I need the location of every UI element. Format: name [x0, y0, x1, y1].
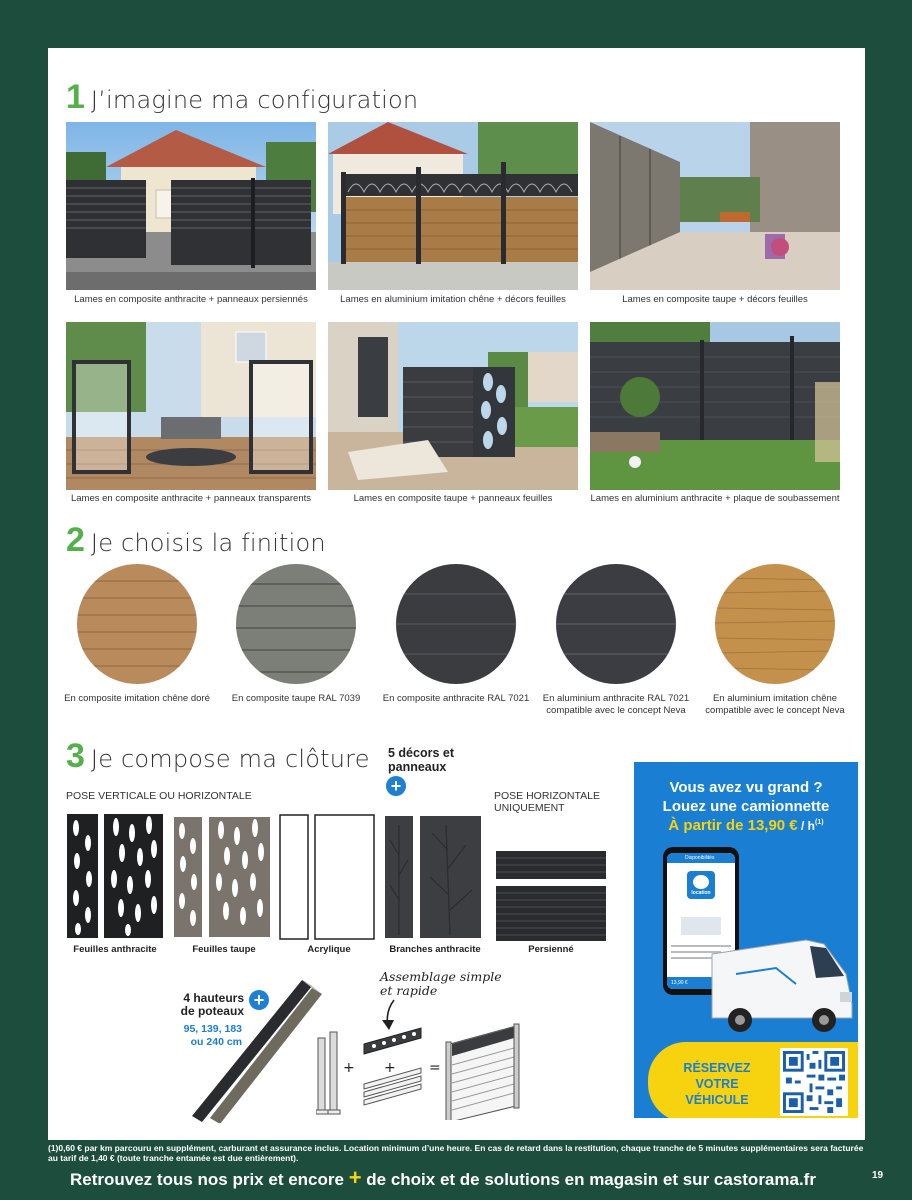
pose-horizontal-label: POSE HORIZONTALE UNIQUEMENT — [494, 790, 600, 814]
reserve-cta[interactable] — [648, 1042, 858, 1118]
photo-fence-6 — [590, 322, 840, 490]
photo-caption: Lames en aluminium anthracite + plaque de soubassement — [590, 493, 840, 504]
swatch-taupe — [236, 564, 356, 684]
van-rental-promo — [634, 762, 858, 1118]
product-label: Acrylique — [307, 944, 351, 955]
product-branches-anthracite — [384, 815, 482, 944]
product-persienne — [495, 850, 607, 947]
photo-fence-4 — [66, 322, 316, 490]
section-heading: J’imagine ma configuration — [90, 86, 419, 114]
van-thumbnail — [681, 917, 721, 935]
assembly-illustration — [316, 1010, 522, 1125]
promo-line-1: Vous avez vu grand ? — [669, 779, 823, 796]
plus-icon: + — [348, 1165, 362, 1190]
promo-price-value: À partir de 13,90 € — [668, 817, 798, 834]
app-price: 13,90 € — [667, 977, 735, 989]
pose-vertical-label: POSE VERTICALE OU HORIZONTALE — [66, 790, 252, 802]
plus-icon: + — [249, 990, 269, 1010]
promo-line-2: Louez une camionnette — [662, 798, 830, 815]
footnote: (1)0,60 € par km parcouru en supplément, carburant et assurance inclus. Location minimum d’une heure. En cas de retard dans la restitution, chaque tranche de 5 minutes supplémentaires sera facturée au tarif de 1,40 € (toute tranche entamée est due entièrement). — [48, 1143, 864, 1163]
swatch-caption: En composite taupe RAL 7039 — [231, 693, 361, 704]
photo-caption: Lames en aluminium imitation chêne + décors feuilles — [340, 294, 566, 305]
photo-fence-2 — [328, 122, 578, 290]
section-heading: Je choisis la finition — [90, 529, 326, 557]
section-3-title — [66, 737, 370, 776]
photo-fence-5 — [328, 322, 578, 490]
photo-caption: Lames en composite taupe + décors feuilles — [622, 294, 808, 305]
svg-text:=: = — [429, 1060, 441, 1076]
swatch-composite-anthracite — [396, 564, 516, 684]
promo-price-unit: / h — [797, 819, 815, 833]
swatch-aluminium-chene — [715, 564, 835, 684]
swatch-caption: En aluminium imitation chêne compatible avec le concept Neva — [705, 693, 845, 716]
product-feuilles-anthracite — [66, 813, 164, 944]
decors-heading: 5 décors et panneaux — [388, 746, 455, 774]
footer-text-2: de choix et de solutions en magasin et sur castorama.fr — [361, 1170, 816, 1189]
product-label: Branches anthracite — [389, 944, 481, 955]
photo-caption: Lames en composite anthracite + panneaux transparents — [70, 493, 312, 504]
promo-price — [634, 817, 858, 834]
svg-text:+: + — [384, 1060, 396, 1076]
section-number: 3 — [66, 737, 85, 775]
svg-text:+: + — [343, 1060, 355, 1076]
product-label: Feuilles anthracite — [73, 944, 157, 955]
product-label: Feuilles taupe — [192, 944, 256, 955]
app-title: Disponibilités — [667, 853, 735, 863]
photo-caption: Lames en composite taupe + panneaux feuilles — [353, 493, 553, 504]
swatch-aluminium-anthracite — [556, 564, 676, 684]
swatch-caption: En composite anthracite RAL 7021 — [382, 693, 530, 704]
van-illustration — [706, 934, 856, 1039]
promo-footnote-ref: (1) — [815, 819, 824, 826]
product-label: Persienné — [528, 944, 574, 955]
qr-code-icon[interactable] — [780, 1048, 848, 1116]
posts-heading: 4 hauteurs de poteaux — [180, 991, 244, 1018]
photo-caption: Lames en composite anthracite + panneaux persiennés — [74, 294, 308, 305]
castorama-logo-icon — [687, 871, 715, 899]
photo-fence-3 — [590, 122, 840, 290]
photo-fence-1 — [66, 122, 316, 290]
swatch-caption: En composite imitation chêne doré — [64, 693, 210, 704]
section-number: 1 — [66, 78, 85, 116]
section-2-title — [66, 521, 326, 560]
footer-tagline — [70, 1165, 816, 1191]
product-feuilles-taupe — [173, 816, 271, 943]
product-acrylique — [279, 814, 375, 945]
post-illustration — [190, 978, 330, 1128]
swatch-caption: En aluminium anthracite RAL 7021 compatible avec le concept Neva — [542, 693, 690, 716]
swatch-chene-dore — [77, 564, 197, 684]
section-number: 2 — [66, 521, 85, 559]
posts-sizes: 95, 139, 183 ou 240 cm — [183, 1023, 242, 1048]
section-heading: Je compose ma clôture — [90, 745, 370, 773]
assembly-note: Assemblage simple et rapide — [380, 969, 502, 998]
app-brand: location — [691, 890, 711, 896]
section-1-title — [66, 78, 418, 117]
page-number: 19 — [872, 1170, 884, 1181]
footer-text-1: Retrouvez tous nos prix et encore — [70, 1170, 349, 1189]
reserve-cta-label: RÉSERVEZ VOTRE VÉHICULE — [683, 1061, 751, 1107]
plus-icon: + — [386, 776, 406, 796]
